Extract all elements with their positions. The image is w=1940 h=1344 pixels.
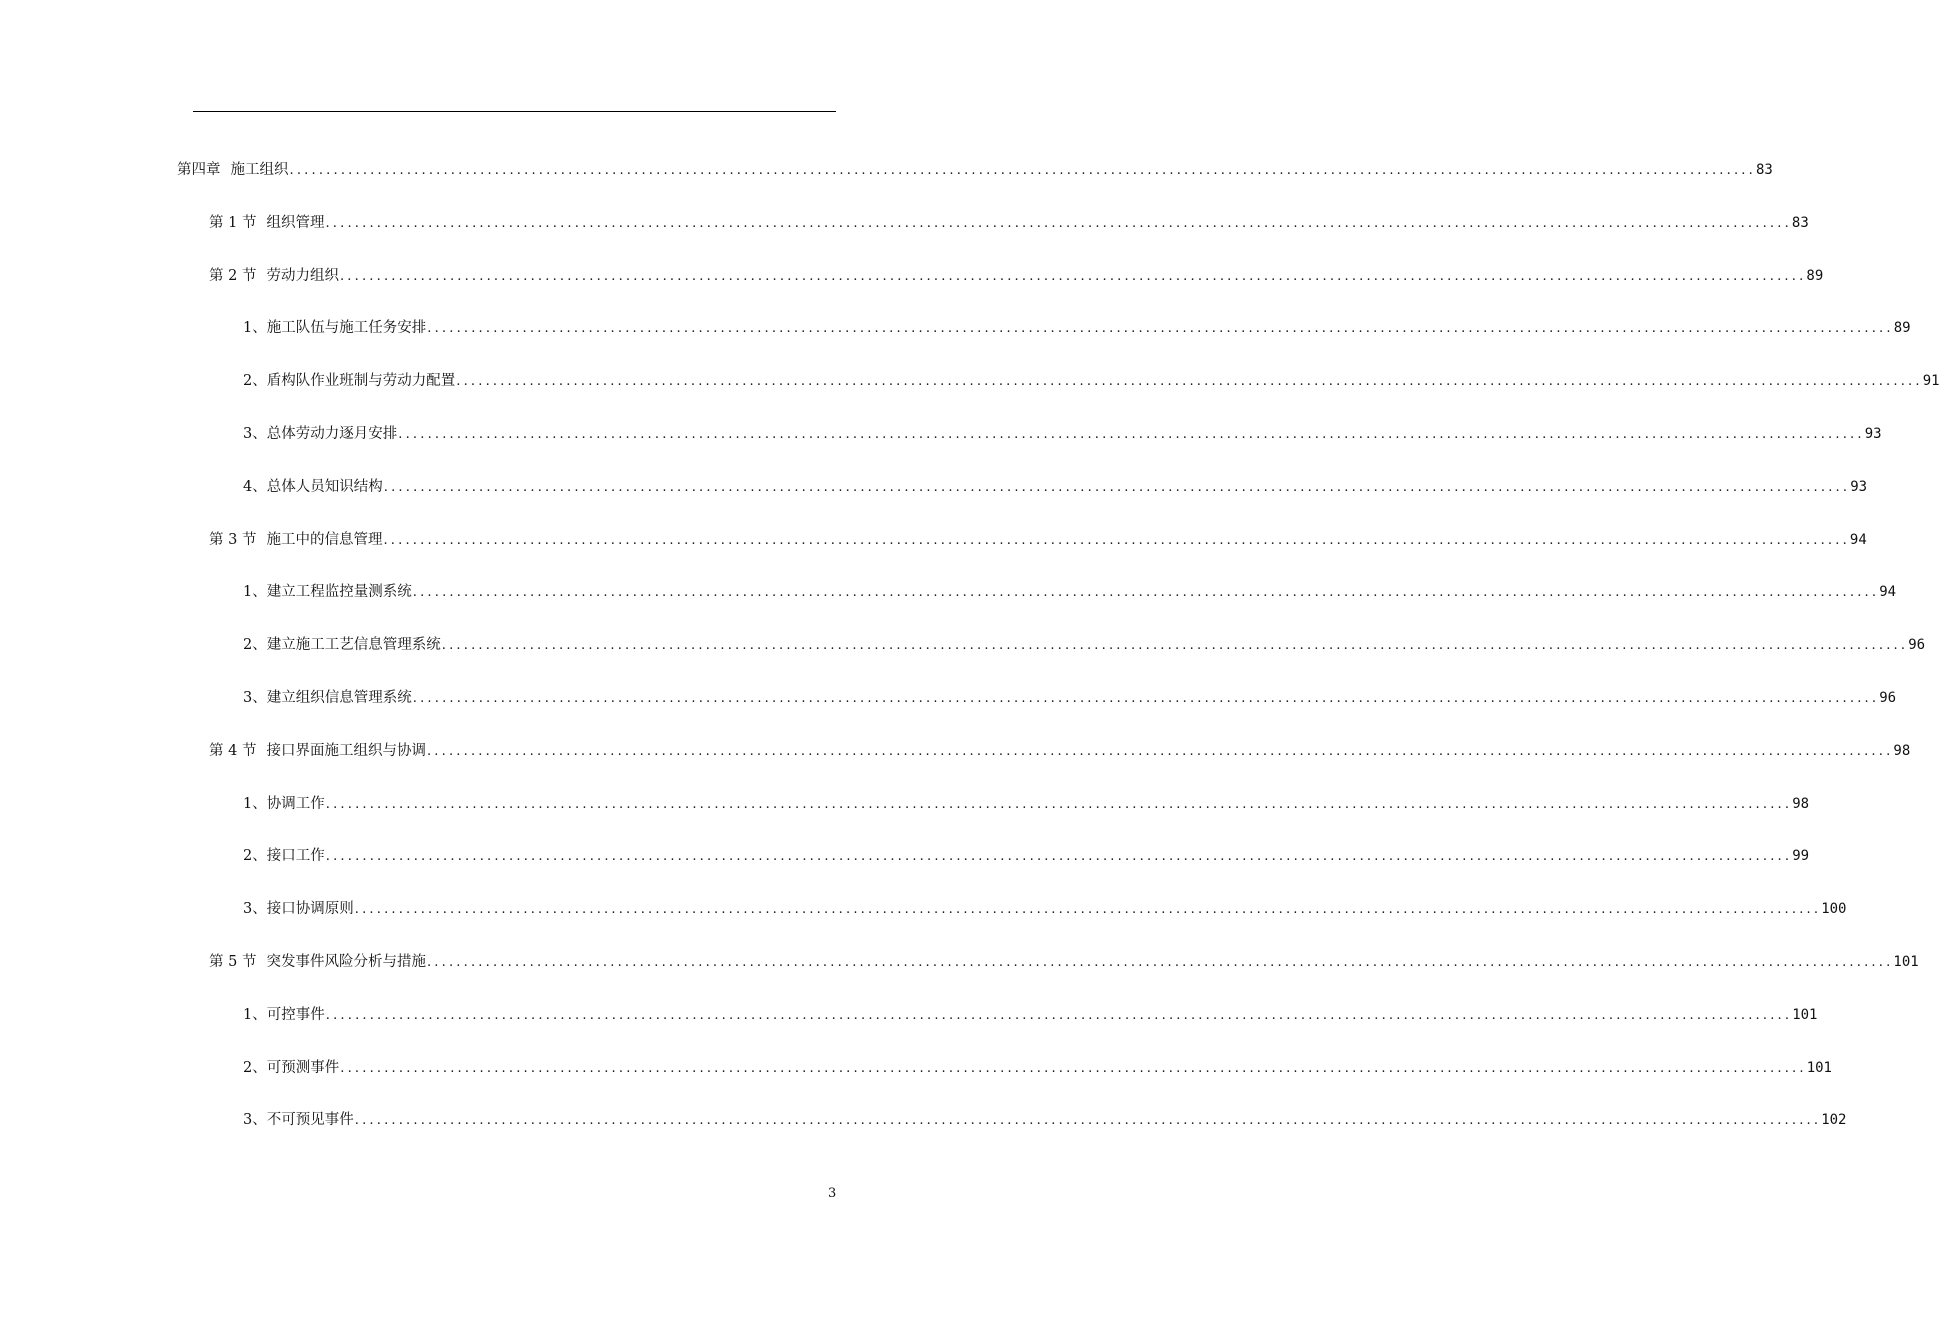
toc-entry-number: 3、 bbox=[243, 426, 267, 442]
toc-leader-dots: ........................................................................................................................................................................................................ bbox=[325, 849, 1793, 864]
toc-entry-page: 93 bbox=[1864, 426, 1882, 442]
toc-entry-number: 1、 bbox=[243, 320, 267, 336]
toc-entry-title: 组织管理 bbox=[266, 215, 325, 231]
toc-entry-page: 101 bbox=[1792, 1007, 1818, 1023]
toc-entry-number: 2、 bbox=[243, 373, 267, 389]
toc-entry[interactable] bbox=[243, 686, 1897, 710]
toc-leader-dots: ........................................................................................................................................................................................................ bbox=[427, 321, 1894, 336]
toc-entry-page: 91 bbox=[1922, 373, 1940, 389]
toc-entry[interactable] bbox=[243, 792, 1810, 816]
toc-entry-title: 施工中的信息管理 bbox=[266, 532, 383, 548]
toc-entry[interactable] bbox=[243, 422, 1882, 446]
toc-entry-page: 83 bbox=[1791, 215, 1809, 231]
toc-entry[interactable] bbox=[243, 580, 1897, 604]
toc-entry[interactable] bbox=[243, 316, 1911, 340]
toc-entry-number: 2、 bbox=[243, 637, 267, 653]
toc-entry-number: 2、 bbox=[243, 848, 267, 864]
toc-entry-title: 协调工作 bbox=[266, 796, 325, 812]
toc-entry-number: 第四章 bbox=[177, 162, 221, 178]
toc-entry-number: 第 2 节 bbox=[209, 268, 257, 284]
toc-entry[interactable] bbox=[209, 264, 1824, 288]
toc-entry-page: 102 bbox=[1821, 1112, 1847, 1128]
toc-entry-title: 总体人员知识结构 bbox=[266, 479, 383, 495]
toc-leader-dots: ........................................................................................................................................................................................................ bbox=[354, 1113, 1822, 1128]
toc-leader-dots: ........................................................................................................................................................................................................ bbox=[354, 902, 1822, 917]
toc-entry-number: 第 3 节 bbox=[209, 532, 257, 548]
toc-leader-dots: ........................................................................................................................................................................................................ bbox=[340, 1061, 1807, 1076]
toc-entry-title: 施工队伍与施工任务安排 bbox=[266, 320, 427, 336]
toc-entry-title: 劳动力组织 bbox=[266, 268, 339, 284]
toc-entry-page: 101 bbox=[1893, 954, 1919, 970]
toc-entry-title: 建立组织信息管理系统 bbox=[266, 690, 412, 706]
toc-entry-page: 96 bbox=[1879, 690, 1897, 706]
toc-entry[interactable] bbox=[209, 739, 1911, 763]
toc-entry-title: 突发事件风险分析与措施 bbox=[266, 954, 426, 970]
toc-leader-dots: ........................................................................................................................................................................................................ bbox=[441, 638, 1909, 653]
toc-entry-title: 可控事件 bbox=[266, 1007, 325, 1023]
toc-entry-number: 3、 bbox=[243, 1112, 267, 1128]
page-number: 3 bbox=[828, 1186, 837, 1201]
toc-leader-dots: ........................................................................................................................................................................................................ bbox=[426, 955, 1894, 970]
toc-entry[interactable] bbox=[243, 897, 1847, 921]
toc-entry-page: 89 bbox=[1893, 320, 1911, 336]
header-rule bbox=[193, 111, 836, 112]
toc-leader-dots: ........................................................................................................................................................................................................ bbox=[339, 269, 1807, 284]
toc-entry-number: 1、 bbox=[243, 796, 267, 812]
toc-entry-title: 建立施工工艺信息管理系统 bbox=[266, 637, 441, 653]
toc-entry-page: 93 bbox=[1850, 479, 1868, 495]
toc-entry-page: 98 bbox=[1893, 743, 1911, 759]
toc-entry-page: 94 bbox=[1849, 532, 1867, 548]
toc-entry-title: 接口工作 bbox=[266, 848, 325, 864]
toc-entry-page: 96 bbox=[1908, 637, 1926, 653]
toc-entry-page: 100 bbox=[1821, 901, 1847, 917]
toc-entry-number: 3、 bbox=[243, 690, 267, 706]
toc-entry-page: 94 bbox=[1879, 584, 1897, 600]
toc-entry-title: 盾构队作业班制与劳动力配置 bbox=[266, 373, 456, 389]
toc-leader-dots: ........................................................................................................................................................................................................ bbox=[412, 585, 1880, 600]
toc-leader-dots: ........................................................................................................................................................................................................ bbox=[398, 427, 1865, 442]
toc-entry-number: 第 4 节 bbox=[209, 743, 257, 759]
toc-entry-number: 第 5 节 bbox=[209, 954, 257, 970]
toc-entry[interactable] bbox=[243, 369, 1940, 393]
toc-entry[interactable] bbox=[243, 475, 1868, 499]
toc-leader-dots: ........................................................................................................................................................................................................ bbox=[426, 744, 1894, 759]
toc-entry-page: 99 bbox=[1792, 848, 1810, 864]
toc-entry-number: 1、 bbox=[243, 1007, 267, 1023]
toc-entry-title: 施工组织 bbox=[230, 162, 289, 178]
toc-leader-dots: ........................................................................................................................................................................................................ bbox=[325, 216, 1792, 231]
toc-leader-dots: ........................................................................................................................................................................................................ bbox=[325, 1008, 1793, 1023]
toc-entry-number: 第 1 节 bbox=[209, 215, 257, 231]
toc-entry-title: 不可预见事件 bbox=[266, 1112, 354, 1128]
toc-entry[interactable] bbox=[209, 950, 1919, 974]
toc-entry-title: 建立工程监控量测系统 bbox=[266, 584, 412, 600]
toc-leader-dots: ........................................................................................................................................................................................................ bbox=[383, 533, 1850, 548]
toc-entry-number: 1、 bbox=[243, 584, 267, 600]
toc-leader-dots: ........................................................................................................................................................................................................ bbox=[325, 797, 1793, 812]
toc-leader-dots: ........................................................................................................................................................................................................ bbox=[289, 163, 1756, 178]
toc-entry[interactable] bbox=[243, 1056, 1832, 1080]
toc-leader-dots: ........................................................................................................................................................................................................ bbox=[456, 374, 1923, 389]
toc-entry[interactable] bbox=[209, 211, 1809, 235]
toc-entry-page: 89 bbox=[1806, 268, 1824, 284]
toc-entry[interactable] bbox=[243, 1108, 1847, 1132]
toc-entry-title: 接口界面施工组织与协调 bbox=[266, 743, 426, 759]
toc-leader-dots: ........................................................................................................................................................................................................ bbox=[383, 480, 1851, 495]
toc-entry[interactable] bbox=[177, 158, 1773, 182]
toc-leader-dots: ........................................................................................................................................................................................................ bbox=[412, 691, 1880, 706]
toc-entry[interactable] bbox=[243, 844, 1810, 868]
toc-entry-number: 2、 bbox=[243, 1060, 267, 1076]
toc-entry[interactable] bbox=[243, 633, 1926, 657]
toc-entry-number: 4、 bbox=[243, 479, 267, 495]
toc-entry-title: 总体劳动力逐月安排 bbox=[266, 426, 398, 442]
toc-entry-page: 83 bbox=[1755, 162, 1773, 178]
toc-entry[interactable] bbox=[209, 528, 1867, 552]
toc-entry[interactable] bbox=[243, 1003, 1818, 1027]
toc-entry-number: 3、 bbox=[243, 901, 267, 917]
toc-entry-title: 可预测事件 bbox=[266, 1060, 340, 1076]
toc-entry-page: 101 bbox=[1806, 1060, 1832, 1076]
toc-entry-title: 接口协调原则 bbox=[266, 901, 354, 917]
toc-entry-page: 98 bbox=[1792, 796, 1810, 812]
